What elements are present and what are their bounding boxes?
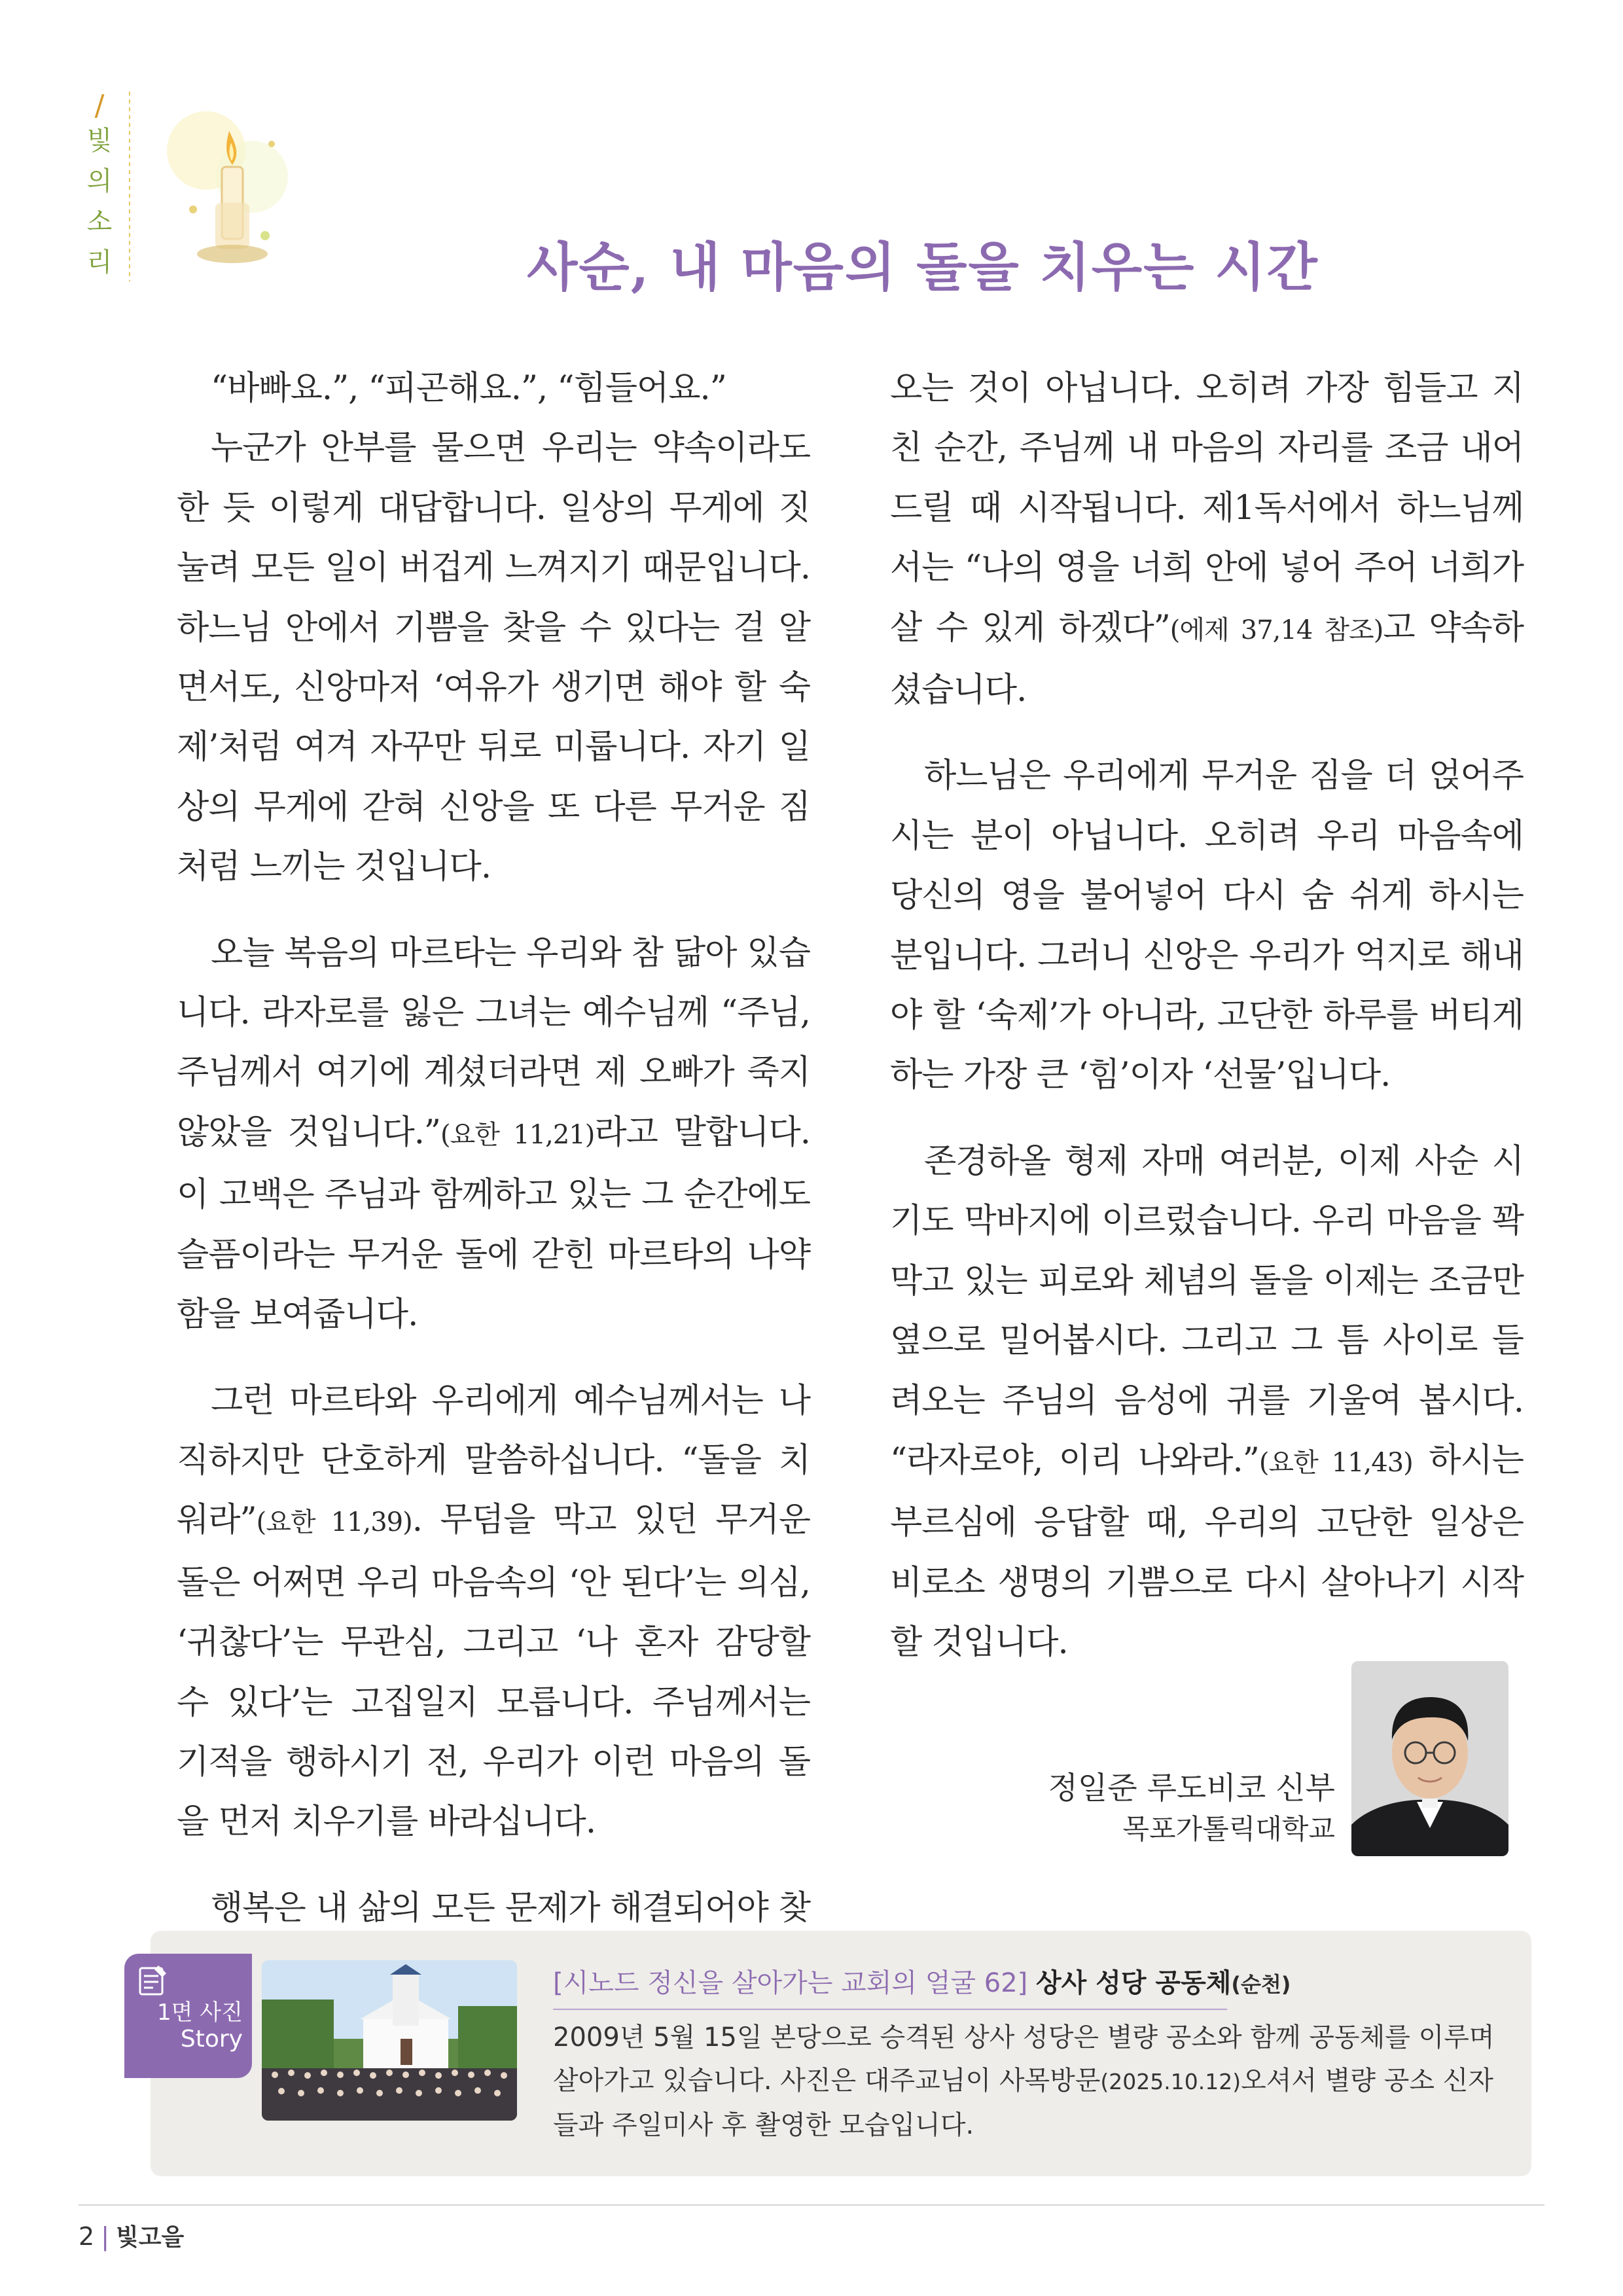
section-label [80,89,119,283]
paragraph-text: 오는 것이 아닙니다. 오히려 가장 힘들고 지친 순간, 주님께 내 마음의 자리를 조금 내어드릴 때 시작됩니다. 제1독서에서 하느님께서는 “나의 영을 너희 안에 넣어 주어 너희가 살 수 있게 하겠다” [890,369,1524,647]
section-char: 리 [86,247,113,278]
photo-story-heading [553,1962,1515,2010]
author-info [1048,1768,1336,1850]
story-title: 상사 성당 공동체 [1036,1968,1232,1998]
paragraph [177,359,810,418]
section-char: 의 [86,166,113,196]
scripture-reference: (에제 37,14 참조) [1169,615,1383,645]
section-char: 소 [86,207,113,237]
section-divider [129,92,130,281]
badge-label: Story [180,2026,243,2053]
paragraph-text: 오늘 복음의 마르타는 우리와 참 닮아 있습니다. 라자로를 잃은 그녀는 예수님께 “주님, 주님께서 여기에 계셨더라면 제 오빠가 죽지 않았을 것입니다.” [177,933,810,1152]
scripture-reference: (요한 11,21) [440,1119,595,1150]
magazine-logo: 빛고을 [116,2224,185,2251]
story-text: 2009년 5월 15일 본당으로 승격된 상사 성당은 별량 공소와 함께 공동체를 이루며 살아가고 있습니다. 사진은 대주교님이 사목방문 [553,2022,1495,2096]
paragraph [177,1371,810,1852]
story-title-suffix: (순천) [1231,1972,1291,1997]
page-number: 2 [79,2222,95,2251]
series-tag: [시노드 정신을 살아가는 교회의 얼굴 62] [553,1968,1028,1998]
section-char: 빛 [86,126,113,156]
heading-underline [553,2009,1227,2010]
photo-story-text [553,2016,1515,2147]
paragraph-text: 하시는 부르심에 응답할 때, 우리의 고단한 일상은 비로소 생명의 기쁨으로 다시 살아나기 시작할 것입니다. [890,1441,1524,1662]
section-slash: / [94,89,105,122]
photo-story-badge [124,1954,252,2078]
paragraph-text: . 무덤을 막고 있던 무거운 돌은 어쩌면 우리 마음속의 ‘안 된다’는 의심, ‘귀찮다’는 무관심, 그리고 ‘나 혼자 감당할 수 있다’는 고집일지 모릅니다. 주님께서는 기적을 행하시기 전, 우리가 이런 마음의 돌을 먼저 치우기를 바라십니다. [177,1501,810,1842]
author-organization: 목포가톨릭대학교 [1122,1813,1335,1845]
paragraph [177,924,810,1345]
paragraph-text: “바빠요.”, “피곤해요.”, “힘들어요.” [211,369,726,408]
paragraph-text: 행복은 내 삶의 모든 문제가 해결되어야 찾 [211,1888,810,1928]
paragraph-text: 존경하올 형제 자매 여러분, 이제 사순 시기도 막바지에 이르렀습니다. 우리 마음을 꽉 막고 있는 피로와 체념의 돌을 이제는 조금만 옆으로 밀어봅시다. 그리고 그 틈 사이로 들려오는 주님의 음성에 귀를 기울여 봅시다. “라자로야, 이리 나와라.” [890,1141,1524,1480]
story-date: (2025.10.12) [1100,2069,1241,2094]
footer-separator: | [101,2222,109,2251]
story-text: 오셔서 별량 공소 신자들과 주일미사 후 촬영한 모습입니다. [553,2066,1493,2140]
paragraph [890,746,1524,1105]
badge-label: 1면 사진 [157,2000,243,2026]
article-left-column [177,359,810,1998]
footer-divider [79,2204,1544,2206]
page-footer [79,2219,184,2252]
paragraph-text: 라고 말합니다. 이 고백은 주님과 함께하고 있는 그 순간에도 슬픔이라는 무거운 돌에 갇힌 마르타의 나약함을 보여줍니다. [177,1113,811,1335]
notepad-icon [136,1962,169,1997]
paragraph-text: 누군가 안부를 물으면 우리는 약속이라도 한 듯 이렇게 대답합니다. 일상의 무게에 짓눌려 모든 일이 버겁게 느껴지기 때문입니다. 하느님 안에서 기쁨을 찾을 수 있다는 걸 알면서도, 신앙마저 ‘여유가 생기면 해야 할 숙제’처럼 여겨 자꾸만 뒤로 미룹니다. 자기 일상의 무게에 갇혀 신앙을 또 다른 무거운 짐처럼 느끼는 것입니다. [177,429,810,887]
paragraph-text: 그런 마르타와 우리에게 예수님께서는 나직하지만 단호하게 말씀하십니다. “돌을 치워라” [177,1381,810,1540]
scripture-reference: (요한 11,43) [1258,1447,1413,1478]
paragraph [177,418,810,897]
paragraph [890,359,1524,720]
paragraph-text: 고 약속하셨습니다. [890,608,1524,710]
church-photo [262,1960,517,2121]
paragraph-text: 하느님은 우리에게 무거운 짐을 더 얹어주시는 분이 아닙니다. 오히려 우리 마음속에 당신의 영을 불어넣어 다시 숨 쉬게 하시는 분입니다. 그러니 신앙은 우리가 억지로 해내야 할 ‘숙제’가 아니라, 고단한 하루를 버티게 하는 가장 큰 ‘힘’이자 ‘선물’입니다. [890,757,1524,1095]
article-right-column [890,359,1524,1673]
page-title: 사순, 내 마음의 돌을 치우는 시간 [527,236,1319,298]
author-name: 정일준 루도비코 신부 [1048,1770,1335,1806]
author-photo [1351,1661,1508,1856]
scripture-reference: (요한 11,39) [256,1507,412,1538]
paragraph [890,1132,1524,1673]
candle-icon [167,105,298,275]
